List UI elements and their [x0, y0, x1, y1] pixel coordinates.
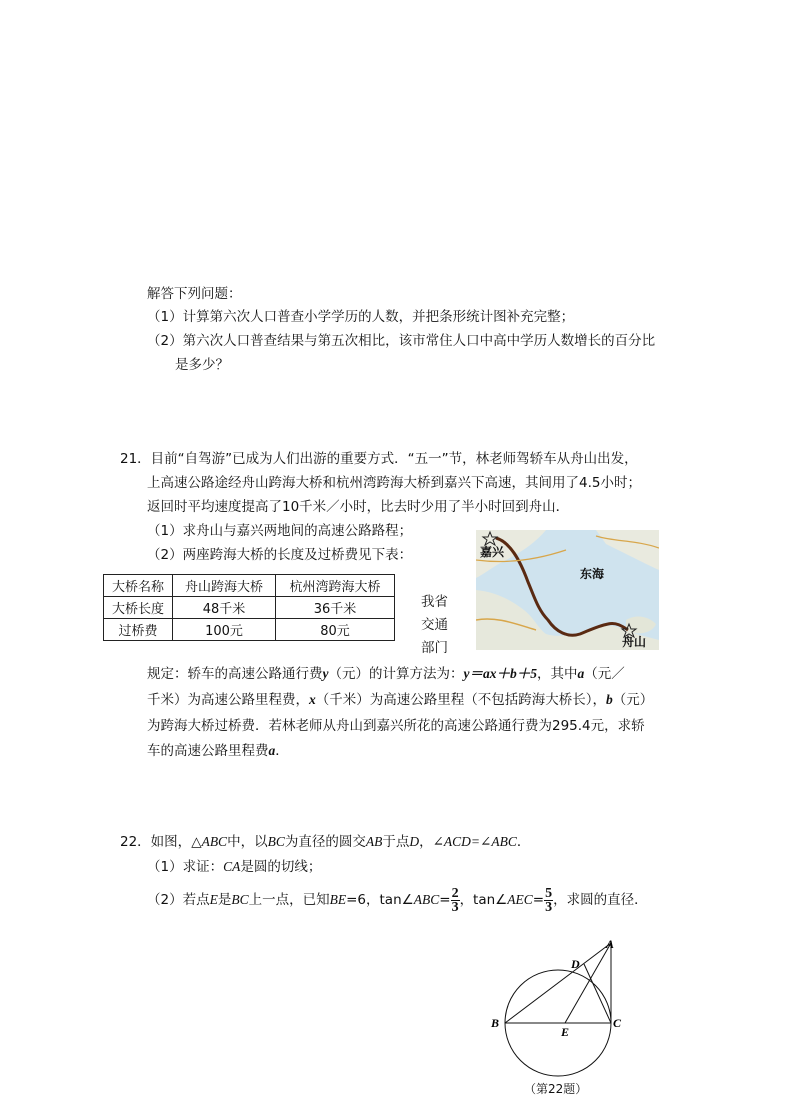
label-b: B [491, 1016, 500, 1030]
q22-part1 [147, 857, 321, 877]
segment-cd [584, 964, 611, 1023]
rule-text: ，其中 [537, 666, 578, 682]
side-text-2: 交通 [421, 617, 448, 633]
q22-text: 为直径的圆交 [284, 834, 366, 850]
q22-math: CA [223, 859, 241, 874]
rule-text: （元） [612, 692, 654, 708]
table-header: 舟山跨海大桥 [173, 575, 276, 597]
q22-text: ． [516, 834, 531, 850]
q22-text: 是圆的切线； [240, 859, 322, 875]
q21-line2: 上高速公路途经舟山跨海大桥和杭州湾跨海大桥到嘉兴下高速，其间用了4.5小时； [147, 475, 641, 491]
table-cell: 36千米 [276, 597, 395, 619]
var-b: b [606, 692, 613, 707]
q22-text: 是 [217, 892, 232, 908]
q20-part1: （1）计算第六次人口普查小学学历的人数，并把条形统计图补充完整； [147, 309, 575, 325]
table-cell: 48千米 [173, 597, 276, 619]
rule-text: （千米）为高速公路里程（不包括跨海大桥长）， [315, 692, 606, 708]
rule-text: 车的高速公路里程费 [147, 743, 269, 759]
q21-line3: 返回时平均速度提高了10千米／小时，比去时少用了半小时回到舟山． [147, 499, 570, 515]
map-label-jiaxing: 嘉兴 [480, 545, 505, 559]
q22-math: △ABC [191, 834, 228, 849]
route-map [476, 530, 659, 650]
q20-part2-line1: （2）第六次人口普查结果与第五次相比，该市常住人口中高中学历人数增长的百分比 [147, 333, 656, 349]
q22-text: （2）若点 [147, 892, 210, 908]
figure-caption: （第22题） [524, 1082, 588, 1096]
table-header-row [104, 575, 395, 597]
formula: y＝ax＋b＋5 [463, 666, 537, 681]
fraction-den: 3 [545, 899, 553, 915]
map-label-donghai: 东海 [580, 567, 605, 581]
side-text-1: 我省 [421, 594, 448, 610]
q22-text: 于点 [382, 834, 410, 850]
table-header: 杭州湾跨海大桥 [276, 575, 395, 597]
var-a: a [577, 666, 585, 681]
q22-text: 上一点，已知 [248, 892, 330, 908]
q22-text: ， [419, 834, 433, 850]
var-y: y [322, 666, 329, 681]
side-text-3: 部门 [421, 640, 448, 656]
q22-math: AB [365, 834, 383, 849]
rule-text: ． [275, 743, 289, 759]
q22-text: 中，以 [227, 834, 268, 850]
var-x: x [309, 692, 316, 707]
q22-text: 22．如图， [120, 834, 192, 850]
q22-line1 [120, 832, 530, 852]
rule-text: 规定：轿车的高速公路通行费 [147, 666, 323, 682]
q20-part2-line2: 是多少？ [175, 357, 229, 373]
q21-rule-line4 [147, 741, 289, 761]
q20-intro: 解答下列问题： [147, 286, 242, 302]
table-header: 大桥名称 [104, 575, 173, 597]
geometry-figure [480, 930, 640, 1080]
table-row [104, 597, 395, 619]
q22-part2 [147, 884, 648, 916]
q21-line1: 21．目前“自驾游”已成为人们出游的重要方式．“五一”节，林老师驾轿车从舟山出发， [120, 451, 638, 467]
fraction-num: 5 [545, 885, 553, 901]
q22-text: ，求圆的直径． [553, 892, 648, 908]
label-d: D [571, 957, 580, 971]
table-row [104, 619, 395, 641]
rule-text: 千米）为高速公路里程费， [147, 692, 309, 708]
table-cell: 100元 [173, 619, 276, 641]
rule-text: （元）的计算方法为： [328, 666, 464, 682]
label-c: C [613, 1016, 622, 1030]
table-cell: 过桥费 [104, 619, 173, 641]
q22-math: BC [267, 834, 285, 849]
q22-math: ∠ACD=∠ABC [432, 834, 517, 849]
fraction-num: 2 [451, 885, 459, 901]
segment-ab [505, 943, 611, 1023]
q22-math: D [409, 834, 420, 849]
q21-part1: （1）求舟山与嘉兴两地间的高速公路路程； [147, 523, 413, 539]
q21-rule-line1 [147, 664, 625, 684]
q22-text: （1）求证： [147, 859, 224, 875]
q22-math: E [209, 892, 218, 907]
q21-part2: （2）两座跨海大桥的长度及过桥费见下表： [147, 547, 413, 563]
q22-math: AEC [507, 892, 533, 907]
segment-ae [565, 943, 611, 1023]
label-a: A [606, 937, 615, 951]
q22-text: ，tan∠ [459, 892, 508, 908]
q21-rule-line2 [147, 690, 653, 710]
fraction-5-3 [544, 887, 553, 914]
q22-text: =6，tan∠ [346, 892, 414, 908]
q22-math: BE [329, 892, 347, 907]
label-e: E [561, 1025, 570, 1039]
fraction-2-3 [451, 887, 460, 914]
rule-text: （元／ [584, 666, 625, 682]
table-cell: 80元 [276, 619, 395, 641]
q22-text: = [439, 892, 451, 908]
bridge-table [103, 574, 395, 641]
table-cell: 大桥长度 [104, 597, 173, 619]
q21-rule-line3: 为跨海大桥过桥费．若林老师从舟山到嘉兴所花的高速公路通行费为295.4元，求轿 [147, 718, 645, 734]
q22-math: BC [231, 892, 249, 907]
q22-text: = [532, 892, 545, 908]
map-label-zhoushan: 舟山 [622, 635, 647, 649]
q22-math: ABC [413, 892, 440, 907]
fraction-den: 3 [451, 899, 459, 915]
var-a: a [268, 743, 276, 758]
